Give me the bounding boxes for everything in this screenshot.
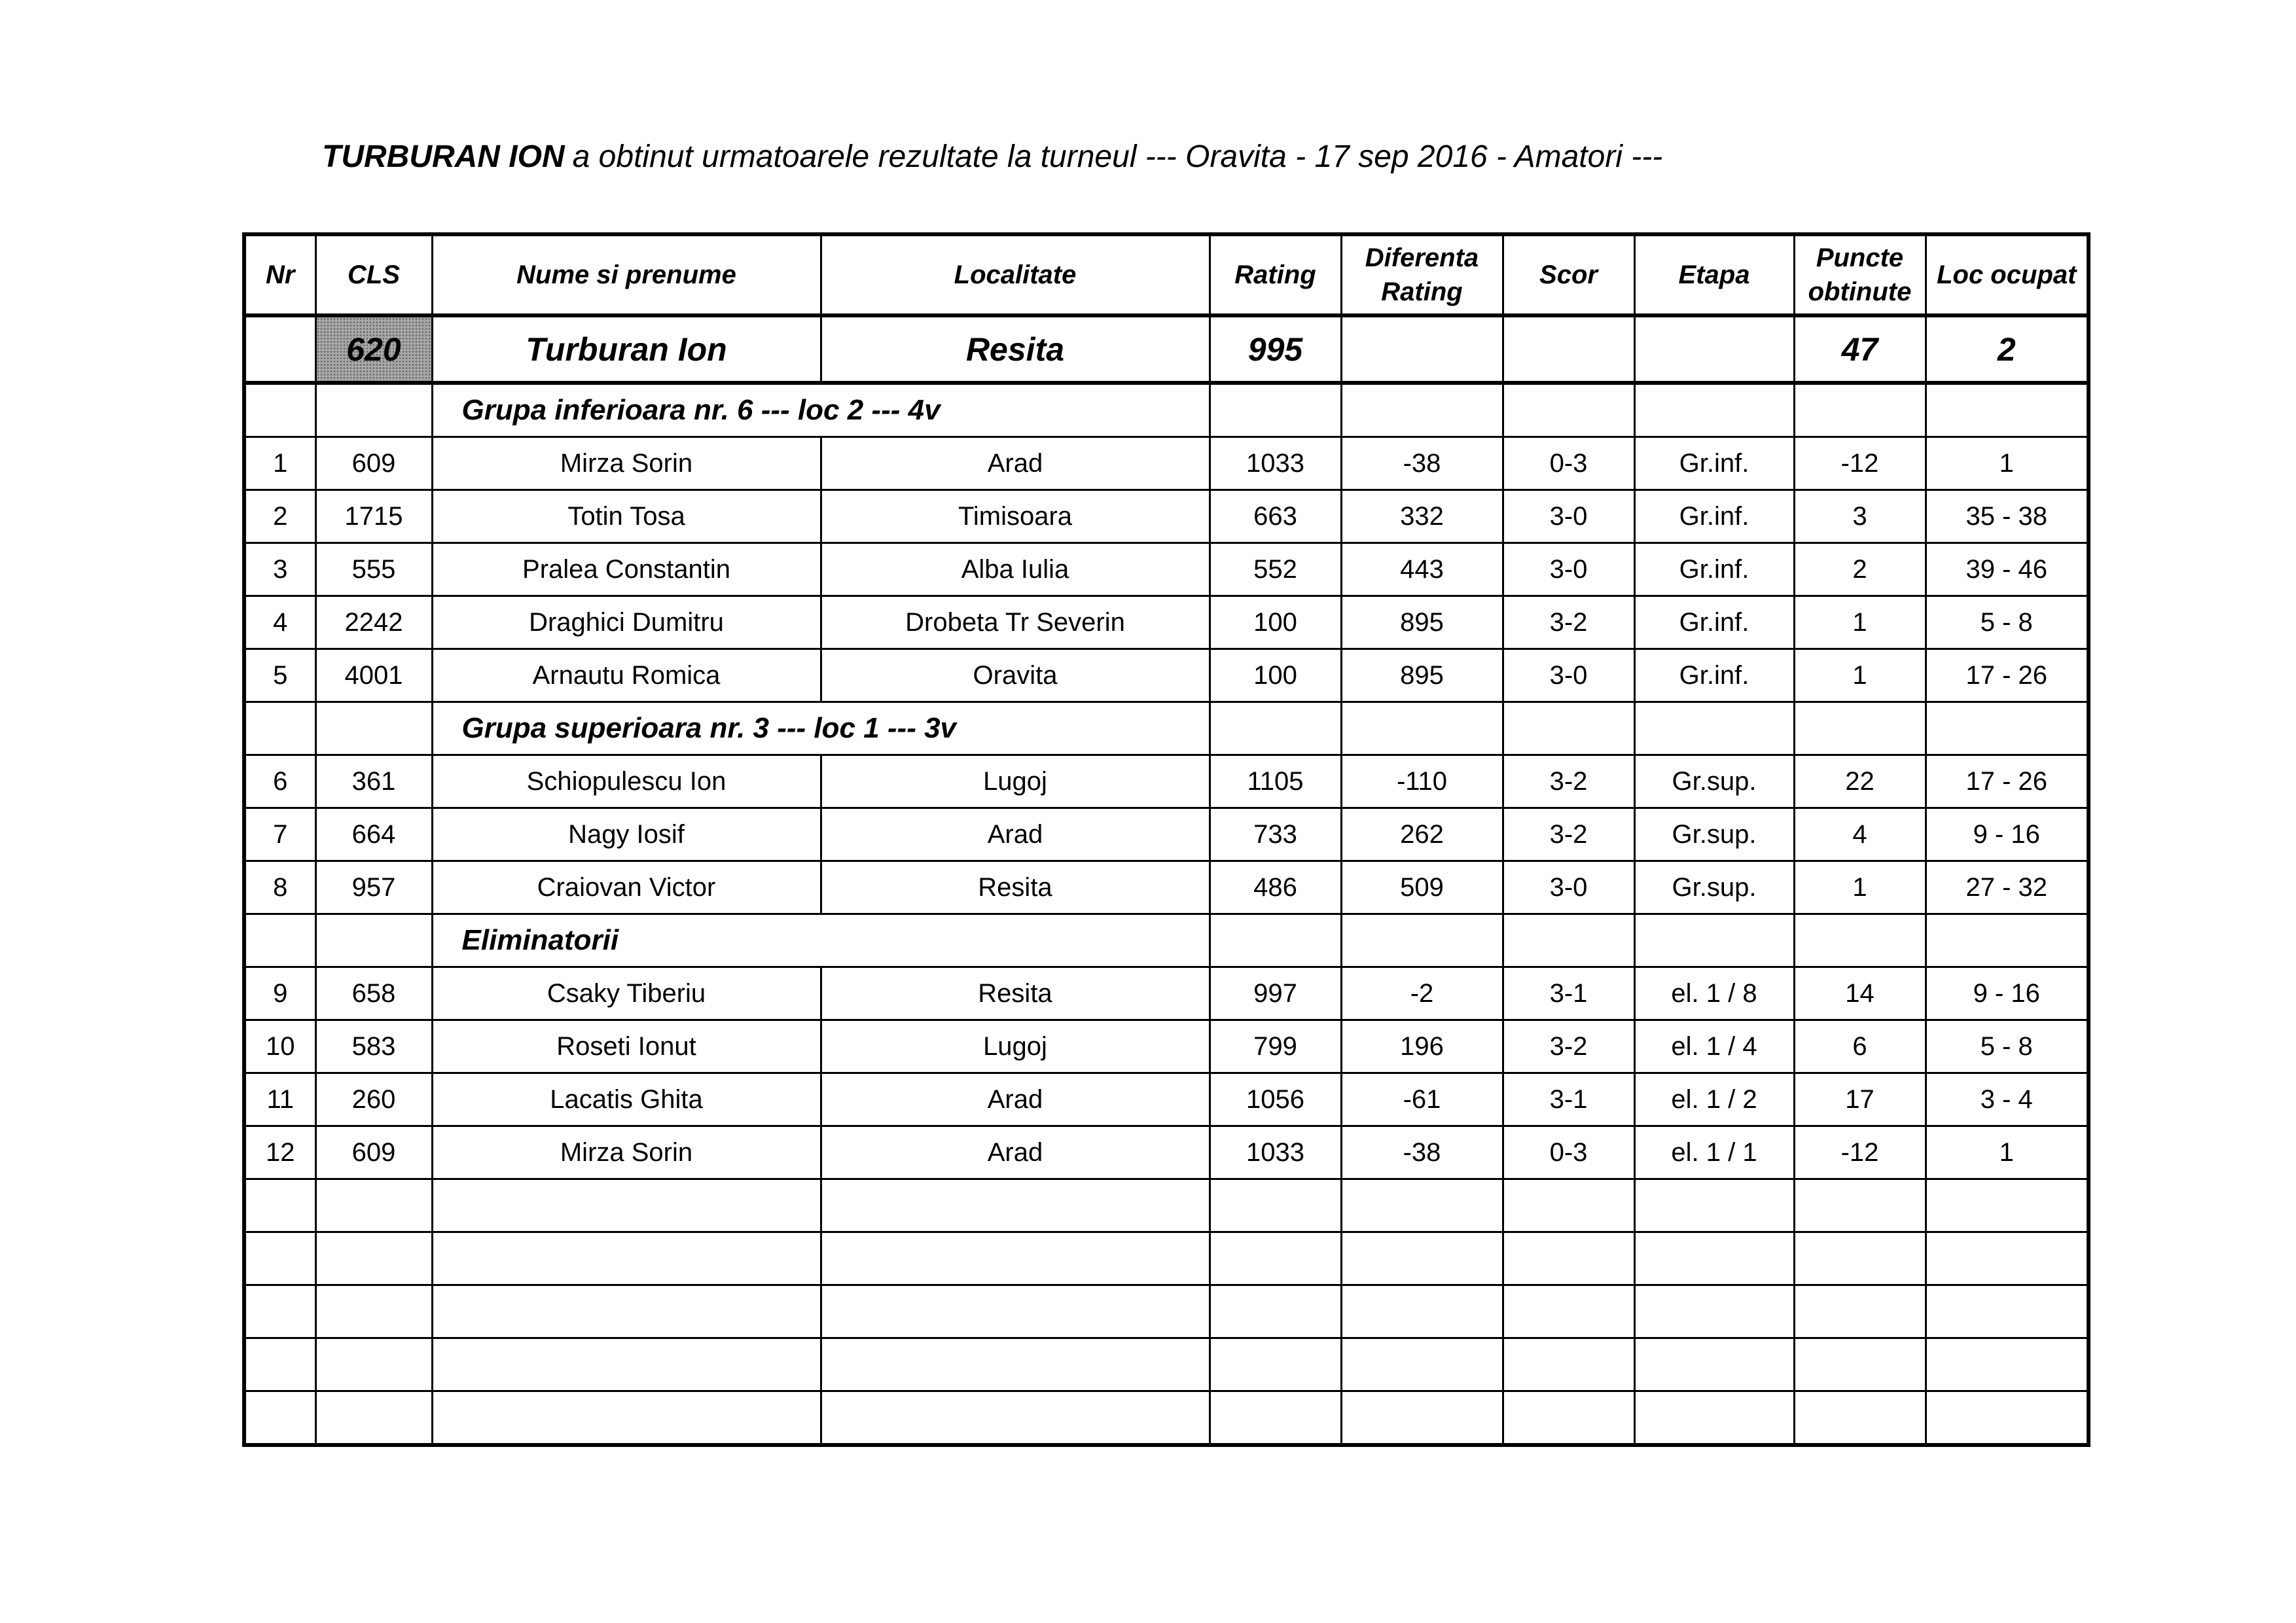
- locality-cell: Resita: [821, 967, 1210, 1020]
- points-cell: 1: [1794, 861, 1926, 914]
- group-label: Grupa inferioara nr. 6 --- loc 2 --- 4v: [432, 383, 1210, 437]
- rating-diff-cell: -110: [1341, 755, 1503, 808]
- group-header-row: [244, 702, 2089, 755]
- empty-cell: [1926, 1232, 2089, 1285]
- empty-cell: [821, 1338, 1210, 1391]
- empty-cell: [315, 1285, 432, 1338]
- empty-cell: [1210, 1179, 1341, 1232]
- score-cell: 3-1: [1503, 967, 1634, 1020]
- empty-cell: [1341, 1179, 1503, 1232]
- rating-diff-cell: 895: [1341, 649, 1503, 702]
- empty-cell: [244, 1391, 315, 1446]
- empty-cell: [1794, 1338, 1926, 1391]
- table-row: [244, 437, 2089, 490]
- group-empty-cell: [1634, 914, 1794, 967]
- nr-cell: 7: [244, 808, 315, 861]
- empty-cell: [1794, 1391, 1926, 1446]
- cls-cell: 957: [315, 861, 432, 914]
- group-empty-cell: [315, 383, 432, 437]
- rating-cell: 733: [1210, 808, 1341, 861]
- points-cell: 22: [1794, 755, 1926, 808]
- stage-cell: Gr.inf.: [1634, 437, 1794, 490]
- nr-cell: 12: [244, 1126, 315, 1179]
- empty-cell: [244, 1285, 315, 1338]
- group-empty-cell: [1794, 914, 1926, 967]
- empty-cell: [432, 1391, 821, 1446]
- opponent-name-cell: Craiovan Victor: [432, 861, 821, 914]
- group-empty-cell: [1210, 702, 1341, 755]
- player-place-cell: 2: [1926, 315, 2089, 383]
- header-score: Scor: [1503, 234, 1634, 315]
- empty-cell: [1794, 1179, 1926, 1232]
- rating-diff-cell: 895: [1341, 596, 1503, 649]
- score-cell: 3-0: [1503, 490, 1634, 543]
- stage-cell: el. 1 / 1: [1634, 1126, 1794, 1179]
- group-empty-cell: [244, 383, 315, 437]
- header-locality: Localitate: [821, 234, 1210, 315]
- empty-cell: [244, 1338, 315, 1391]
- empty-cell: [432, 1232, 821, 1285]
- empty-cell: [821, 1232, 1210, 1285]
- rating-cell: 100: [1210, 649, 1341, 702]
- group-empty-cell: [1503, 383, 1634, 437]
- empty-row: [244, 1179, 2089, 1232]
- player-diff-cell: [1341, 315, 1503, 383]
- rating-diff-cell: 196: [1341, 1020, 1503, 1073]
- empty-cell: [1341, 1285, 1503, 1338]
- points-cell: 1: [1794, 649, 1926, 702]
- opponent-name-cell: Totin Tosa: [432, 490, 821, 543]
- place-cell: 27 - 32: [1926, 861, 2089, 914]
- score-cell: 0-3: [1503, 437, 1634, 490]
- results-table: [242, 232, 2090, 1447]
- rating-cell: 552: [1210, 543, 1341, 596]
- nr-cell: 2: [244, 490, 315, 543]
- opponent-name-cell: Mirza Sorin: [432, 437, 821, 490]
- score-cell: 3-2: [1503, 808, 1634, 861]
- group-empty-cell: [1926, 914, 2089, 967]
- empty-cell: [1926, 1391, 2089, 1446]
- rating-diff-cell: -38: [1341, 437, 1503, 490]
- points-cell: 17: [1794, 1073, 1926, 1126]
- points-cell: 1: [1794, 596, 1926, 649]
- opponent-name-cell: Mirza Sorin: [432, 1126, 821, 1179]
- group-empty-cell: [1634, 383, 1794, 437]
- table-row: [244, 1073, 2089, 1126]
- group-empty-cell: [315, 702, 432, 755]
- group-empty-cell: [1503, 702, 1634, 755]
- points-cell: 6: [1794, 1020, 1926, 1073]
- score-cell: 3-0: [1503, 861, 1634, 914]
- empty-row: [244, 1338, 2089, 1391]
- score-cell: 3-0: [1503, 649, 1634, 702]
- stage-cell: el. 1 / 4: [1634, 1020, 1794, 1073]
- empty-cell: [821, 1179, 1210, 1232]
- player-stage-cell: [1634, 315, 1794, 383]
- player-summary-row: [244, 315, 2089, 383]
- place-cell: 3 - 4: [1926, 1073, 2089, 1126]
- cls-cell: 555: [315, 543, 432, 596]
- group-label: Grupa superioara nr. 3 --- loc 1 --- 3v: [432, 702, 1210, 755]
- table-row: [244, 861, 2089, 914]
- cls-cell: 609: [315, 1126, 432, 1179]
- empty-cell: [1210, 1391, 1341, 1446]
- header-rating: Rating: [1210, 234, 1341, 315]
- player-score-cell: [1503, 315, 1634, 383]
- rating-cell: 486: [1210, 861, 1341, 914]
- cls-cell: 583: [315, 1020, 432, 1073]
- points-cell: 3: [1794, 490, 1926, 543]
- place-cell: 39 - 46: [1926, 543, 2089, 596]
- group-empty-cell: [1926, 702, 2089, 755]
- group-empty-cell: [1341, 383, 1503, 437]
- player-name-heading: TURBURAN ION: [322, 139, 565, 174]
- stage-cell: Gr.sup.: [1634, 861, 1794, 914]
- place-cell: 5 - 8: [1926, 1020, 2089, 1073]
- score-cell: 3-1: [1503, 1073, 1634, 1126]
- place-cell: 17 - 26: [1926, 755, 2089, 808]
- header-rating-diff: Diferenta Rating: [1341, 234, 1503, 315]
- place-cell: 17 - 26: [1926, 649, 2089, 702]
- group-empty-cell: [315, 914, 432, 967]
- stage-cell: el. 1 / 2: [1634, 1073, 1794, 1126]
- rating-diff-cell: 509: [1341, 861, 1503, 914]
- points-cell: 4: [1794, 808, 1926, 861]
- header-row: [244, 234, 2089, 315]
- cls-cell: 1715: [315, 490, 432, 543]
- table-row: [244, 755, 2089, 808]
- locality-cell: Arad: [821, 1126, 1210, 1179]
- document-title: [322, 139, 1662, 175]
- nr-cell: 6: [244, 755, 315, 808]
- nr-cell: 1: [244, 437, 315, 490]
- empty-cell: [1503, 1391, 1634, 1446]
- group-label: Eliminatorii: [432, 914, 1210, 967]
- empty-cell: [1634, 1179, 1794, 1232]
- empty-cell: [1634, 1391, 1794, 1446]
- rating-diff-cell: -2: [1341, 967, 1503, 1020]
- score-cell: 0-3: [1503, 1126, 1634, 1179]
- group-empty-cell: [1341, 914, 1503, 967]
- table-row: [244, 1126, 2089, 1179]
- empty-cell: [1794, 1285, 1926, 1338]
- header-stage: Etapa: [1634, 234, 1794, 315]
- cls-cell: 658: [315, 967, 432, 1020]
- nr-cell: 5: [244, 649, 315, 702]
- empty-row: [244, 1391, 2089, 1446]
- rating-cell: 663: [1210, 490, 1341, 543]
- empty-cell: [432, 1338, 821, 1391]
- place-cell: 5 - 8: [1926, 596, 2089, 649]
- header-cls: CLS: [315, 234, 432, 315]
- rating-cell: 1105: [1210, 755, 1341, 808]
- player-points-cell: 47: [1794, 315, 1926, 383]
- place-cell: 1: [1926, 437, 2089, 490]
- player-name-cell: Turburan Ion: [432, 315, 821, 383]
- empty-cell: [821, 1285, 1210, 1338]
- empty-cell: [432, 1179, 821, 1232]
- empty-cell: [1503, 1179, 1634, 1232]
- empty-cell: [1634, 1285, 1794, 1338]
- player-cls-cell: 620: [315, 315, 432, 383]
- place-cell: 9 - 16: [1926, 967, 2089, 1020]
- header-name: Nume si prenume: [432, 234, 821, 315]
- group-empty-cell: [1341, 702, 1503, 755]
- place-cell: 1: [1926, 1126, 2089, 1179]
- player-locality-cell: Resita: [821, 315, 1210, 383]
- opponent-name-cell: Nagy Iosif: [432, 808, 821, 861]
- locality-cell: Timisoara: [821, 490, 1210, 543]
- empty-cell: [821, 1391, 1210, 1446]
- stage-cell: Gr.sup.: [1634, 755, 1794, 808]
- group-empty-cell: [1634, 702, 1794, 755]
- table-row: [244, 649, 2089, 702]
- nr-cell: 3: [244, 543, 315, 596]
- group-empty-cell: [1503, 914, 1634, 967]
- empty-cell: [1794, 1232, 1926, 1285]
- header-place: Loc ocupat: [1926, 234, 2089, 315]
- table-row: [244, 1020, 2089, 1073]
- table-row: [244, 967, 2089, 1020]
- group-header-row: [244, 914, 2089, 967]
- rating-diff-cell: 332: [1341, 490, 1503, 543]
- rating-diff-cell: -61: [1341, 1073, 1503, 1126]
- table-row: [244, 543, 2089, 596]
- rating-diff-cell: 443: [1341, 543, 1503, 596]
- cls-cell: 4001: [315, 649, 432, 702]
- points-cell: -12: [1794, 1126, 1926, 1179]
- empty-cell: [1634, 1232, 1794, 1285]
- group-empty-cell: [1794, 383, 1926, 437]
- score-cell: 3-2: [1503, 596, 1634, 649]
- empty-cell: [1210, 1338, 1341, 1391]
- empty-cell: [315, 1391, 432, 1446]
- empty-cell: [1503, 1338, 1634, 1391]
- group-empty-cell: [1210, 914, 1341, 967]
- group-header-row: [244, 383, 2089, 437]
- stage-cell: Gr.inf.: [1634, 649, 1794, 702]
- empty-cell: [1341, 1232, 1503, 1285]
- locality-cell: Oravita: [821, 649, 1210, 702]
- locality-cell: Resita: [821, 861, 1210, 914]
- group-empty-cell: [244, 702, 315, 755]
- empty-cell: [1634, 1338, 1794, 1391]
- stage-cell: Gr.inf.: [1634, 490, 1794, 543]
- place-cell: 35 - 38: [1926, 490, 2089, 543]
- points-cell: 14: [1794, 967, 1926, 1020]
- empty-cell: [244, 1232, 315, 1285]
- player-rating-cell: 995: [1210, 315, 1341, 383]
- empty-cell: [315, 1179, 432, 1232]
- cls-cell: 609: [315, 437, 432, 490]
- nr-cell: 9: [244, 967, 315, 1020]
- locality-cell: Arad: [821, 1073, 1210, 1126]
- rating-cell: 799: [1210, 1020, 1341, 1073]
- stage-cell: Gr.sup.: [1634, 808, 1794, 861]
- empty-cell: [1503, 1232, 1634, 1285]
- opponent-name-cell: Lacatis Ghita: [432, 1073, 821, 1126]
- rating-cell: 1033: [1210, 1126, 1341, 1179]
- table-row: [244, 808, 2089, 861]
- locality-cell: Lugoj: [821, 755, 1210, 808]
- nr-cell: 10: [244, 1020, 315, 1073]
- locality-cell: Drobeta Tr Severin: [821, 596, 1210, 649]
- group-empty-cell: [244, 914, 315, 967]
- empty-cell: [1210, 1285, 1341, 1338]
- rating-diff-cell: 262: [1341, 808, 1503, 861]
- cls-cell: 260: [315, 1073, 432, 1126]
- opponent-name-cell: Arnautu Romica: [432, 649, 821, 702]
- header-nr: Nr: [244, 234, 315, 315]
- nr-cell: 8: [244, 861, 315, 914]
- empty-cell: [1926, 1285, 2089, 1338]
- locality-cell: Alba Iulia: [821, 543, 1210, 596]
- stage-cell: Gr.inf.: [1634, 543, 1794, 596]
- empty-cell: [432, 1285, 821, 1338]
- opponent-name-cell: Csaky Tiberiu: [432, 967, 821, 1020]
- cls-cell: 2242: [315, 596, 432, 649]
- empty-cell: [1503, 1285, 1634, 1338]
- nr-cell: 11: [244, 1073, 315, 1126]
- locality-cell: Arad: [821, 808, 1210, 861]
- rating-cell: 997: [1210, 967, 1341, 1020]
- opponent-name-cell: Pralea Constantin: [432, 543, 821, 596]
- points-cell: -12: [1794, 437, 1926, 490]
- empty-cell: [1926, 1338, 2089, 1391]
- group-empty-cell: [1794, 702, 1926, 755]
- opponent-name-cell: Roseti Ionut: [432, 1020, 821, 1073]
- empty-cell: [1210, 1232, 1341, 1285]
- cls-cell: 664: [315, 808, 432, 861]
- header-points: Puncte obtinute: [1794, 234, 1926, 315]
- title-description: a obtinut urmatoarele rezultate la turneul --- Oravita - 17 sep 2016 - Amatori ---: [572, 139, 1663, 174]
- group-empty-cell: [1210, 383, 1341, 437]
- rating-diff-cell: -38: [1341, 1126, 1503, 1179]
- table-row: [244, 490, 2089, 543]
- nr-cell: 4: [244, 596, 315, 649]
- rating-cell: 1056: [1210, 1073, 1341, 1126]
- score-cell: 3-2: [1503, 755, 1634, 808]
- stage-cell: el. 1 / 8: [1634, 967, 1794, 1020]
- points-cell: 2: [1794, 543, 1926, 596]
- rating-cell: 100: [1210, 596, 1341, 649]
- empty-cell: [1926, 1179, 2089, 1232]
- group-empty-cell: [1926, 383, 2089, 437]
- locality-cell: Lugoj: [821, 1020, 1210, 1073]
- empty-row: [244, 1285, 2089, 1338]
- player-nr-cell: [244, 315, 315, 383]
- score-cell: 3-2: [1503, 1020, 1634, 1073]
- opponent-name-cell: Schiopulescu Ion: [432, 755, 821, 808]
- empty-cell: [315, 1338, 432, 1391]
- opponent-name-cell: Draghici Dumitru: [432, 596, 821, 649]
- empty-cell: [244, 1179, 315, 1232]
- score-cell: 3-0: [1503, 543, 1634, 596]
- locality-cell: Arad: [821, 437, 1210, 490]
- cls-cell: 361: [315, 755, 432, 808]
- empty-cell: [315, 1232, 432, 1285]
- empty-cell: [1341, 1391, 1503, 1446]
- rating-cell: 1033: [1210, 437, 1341, 490]
- place-cell: 9 - 16: [1926, 808, 2089, 861]
- table-row: [244, 596, 2089, 649]
- stage-cell: Gr.inf.: [1634, 596, 1794, 649]
- empty-row: [244, 1232, 2089, 1285]
- empty-cell: [1341, 1338, 1503, 1391]
